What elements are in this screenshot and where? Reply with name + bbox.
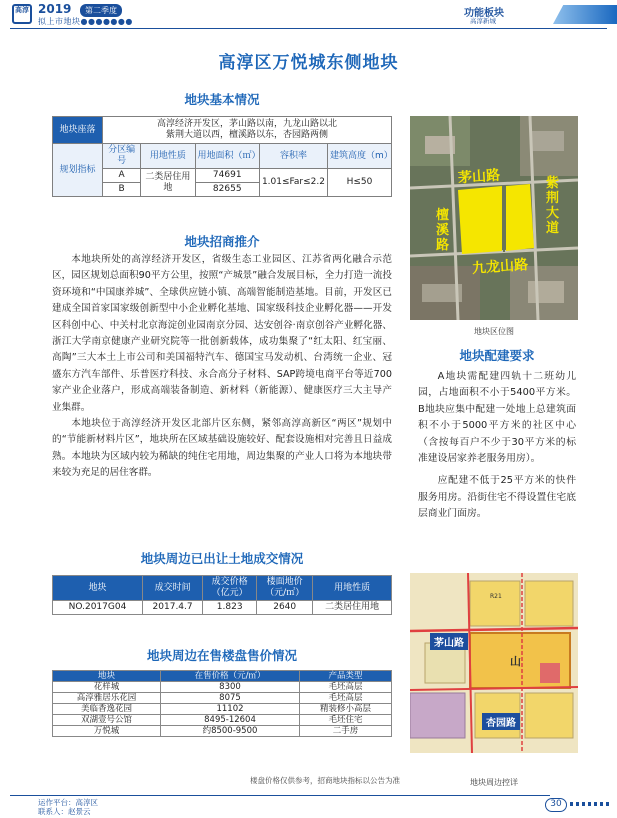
page-title: 高淳区万悦城东侧地块 bbox=[218, 53, 399, 73]
col-header: 地块 bbox=[53, 576, 143, 601]
sales-table bbox=[52, 670, 392, 737]
table-cell: 2640 bbox=[257, 601, 313, 615]
zoning-text-label: 山 bbox=[510, 655, 521, 668]
far-cell: 1.01≤Far≤2.2 bbox=[259, 169, 327, 197]
table-row bbox=[53, 726, 392, 737]
table-row bbox=[53, 601, 392, 615]
map-road-label: 茅山路 bbox=[457, 167, 501, 187]
district-logo: 高淳 bbox=[12, 4, 32, 24]
map-road-label: 紫荆大道 bbox=[546, 176, 560, 236]
footer-platform: 运作平台：高淳区 bbox=[38, 798, 98, 807]
map-road-label: 九龙山路 bbox=[471, 257, 529, 277]
promo-paragraph: 本地块所处的高淳经济开发区，省级生态工业园区、江苏省两化融合示范区，园区规划总面积90平方公里，按照“产城景”融合发展目标，全力打造一流投资环境和“中国康养城”、全球供应链小镇、高端智能制造基地。目前，开发区已建成全国首家国家级创新型中小企业孵化基地、国家级科技企业孵化器——开发区科创中心、中关村北京海淀创业园南京分园、达安创谷·南京创谷产业孵化器、浙江大学南京健康产业研究院等一批创新载体，成功集聚了“红太阳、红宝丽、高陶”三大本土上市公司和美国福特汽车、德国宝马发动机、台湾统一企业、冠盛东方汽车部件、乐普医疗科技、永合高分子材料、SAP跨境电商平台等近700家产业企业落户，形成高端装备制造、新材料（新能源）、健康医疗三大主导产业集群。 bbox=[52, 254, 392, 413]
requirements-paragraph: 应配建不低于25平方米的快件服务用房。沿街住宅不得设置住宅底层商业门面房。 bbox=[418, 475, 576, 520]
deals-heading: 地块周边已出让土地成交情况 bbox=[140, 551, 304, 566]
zoning-road-label: 茅山路 bbox=[430, 633, 468, 650]
footer-contact bbox=[38, 798, 98, 816]
sales-heading: 地块周边在售楼盘售价情况 bbox=[146, 648, 297, 663]
indicator-label: 规划指标 bbox=[53, 144, 103, 197]
table-cell: 高淳雅居乐花园 bbox=[53, 693, 161, 704]
location-line: 紫荆大道以西，檀溪路以东，杏园路两侧 bbox=[165, 130, 328, 140]
location-row bbox=[53, 117, 392, 144]
table-cell: 精装修小高层 bbox=[300, 704, 392, 715]
requirements-body bbox=[418, 369, 576, 523]
header-subtitle: 拟上市地块●●●●●●● bbox=[38, 17, 133, 26]
table-row bbox=[53, 704, 392, 715]
header-divider bbox=[10, 28, 607, 29]
requirements-paragraph: A地块需配建四轨十二班幼儿园，占地面积不小于5400平方米。B地块应集中配建一处地上总建筑面积不小于5000平方米的社区中心（含按每百户不少于30平方米的标准建设居家养老服务用房）。 bbox=[418, 371, 576, 465]
section-tag bbox=[442, 4, 617, 26]
section-banner-graphic bbox=[553, 5, 617, 24]
area-cell: 74691 bbox=[195, 169, 259, 183]
footer-divider bbox=[10, 795, 550, 796]
table-cell: 毛坯高层 bbox=[300, 693, 392, 704]
map-road-label: 檀溪路 bbox=[436, 208, 450, 253]
col-header: 地块 bbox=[53, 671, 161, 682]
col-header: 用地面积（㎡） bbox=[195, 144, 259, 169]
zoning-map bbox=[410, 573, 578, 753]
col-header: 成交价格（亿元） bbox=[203, 576, 257, 601]
table-cell: 2017.4.7 bbox=[143, 601, 203, 615]
col-header: 用地性质 bbox=[313, 576, 392, 601]
col-header: 容积率 bbox=[259, 144, 327, 169]
table-cell: 8300 bbox=[161, 682, 300, 693]
location-label: 地块座落 bbox=[53, 117, 103, 144]
table-cell: 8075 bbox=[161, 693, 300, 704]
zone-cell: A bbox=[103, 169, 141, 183]
table-cell: NO.2017G04 bbox=[53, 601, 143, 615]
table-cell: 二手房 bbox=[300, 726, 392, 737]
table-row bbox=[53, 169, 392, 183]
requirements-heading: 地块配建要求 bbox=[459, 348, 535, 363]
promo-paragraph: 本地块位于高淳经济开发区北部片区东侧，紧邻高淳高新区“两区”规划中的“节能新材料片区”，地块所在区域基础设施较好、配套设施相对完善且日益成熟。本地块为区域内较为稀缺的纯住宅用地，周边集聚的产业人口将为本地块带来较为充足的居住客群。 bbox=[52, 418, 392, 479]
height-cell: H≤50 bbox=[327, 169, 391, 197]
page-header bbox=[0, 0, 617, 30]
deals-header-row bbox=[53, 576, 392, 601]
table-cell: 万悦城 bbox=[53, 726, 161, 737]
col-header: 用地性质 bbox=[141, 144, 195, 169]
table-cell: 美临香逸花园 bbox=[53, 704, 161, 715]
table-cell: 毛坯高层 bbox=[300, 682, 392, 693]
col-header: 成交时间 bbox=[143, 576, 203, 601]
deals-table bbox=[52, 575, 392, 615]
col-header: 分区编号 bbox=[103, 144, 141, 169]
zone-cell: B bbox=[103, 183, 141, 197]
col-header: 在售价格（元/㎡） bbox=[161, 671, 300, 682]
table-cell: 二类居住用地 bbox=[313, 601, 392, 615]
header-season-badge: 第二季度 bbox=[80, 4, 122, 17]
table-cell: 1.823 bbox=[203, 601, 257, 615]
table-cell: 8495-12604 bbox=[161, 715, 300, 726]
col-header: 产品类型 bbox=[300, 671, 392, 682]
indicator-header-row bbox=[53, 144, 392, 169]
zoning-code-label: R21 bbox=[490, 593, 502, 600]
section-sub: 高淳新城 bbox=[470, 17, 496, 25]
basic-info-heading: 地块基本情况 bbox=[184, 92, 260, 107]
table-row bbox=[53, 715, 392, 726]
promo-heading: 地块招商推介 bbox=[184, 234, 260, 249]
table-row bbox=[53, 693, 392, 704]
area-cell: 82655 bbox=[195, 183, 259, 197]
table-cell: 约8500-9500 bbox=[161, 726, 300, 737]
zoning-road-label: 杏园路 bbox=[482, 713, 520, 730]
section-name: 功能板块 bbox=[464, 8, 504, 19]
table-cell: 毛坯住宅 bbox=[300, 715, 392, 726]
page-footer bbox=[0, 795, 617, 818]
table-cell: 11102 bbox=[161, 704, 300, 715]
location-map bbox=[410, 116, 578, 320]
location-line: 高淳经济开发区，茅山路以南，九龙山路以北 bbox=[156, 119, 337, 129]
location-map-caption: 地块区位图 bbox=[474, 327, 514, 336]
header-year: 2019 bbox=[38, 2, 72, 16]
promo-body bbox=[52, 252, 392, 482]
price-footnote: 楼盘价格仅供参考，招商地块指标以公告为准 bbox=[250, 776, 400, 785]
plot-b-outline bbox=[506, 184, 534, 251]
location-value bbox=[103, 117, 392, 144]
zoning-map-caption: 地块周边控详 bbox=[470, 778, 518, 787]
sales-header-row bbox=[53, 671, 392, 682]
col-header: 楼面地价（元/㎡） bbox=[257, 576, 313, 601]
col-header: 建筑高度（m） bbox=[327, 144, 391, 169]
table-cell: 双湖壹号公馆 bbox=[53, 715, 161, 726]
page-number: 30 bbox=[545, 798, 567, 812]
use-cell: 二类居住用地 bbox=[141, 169, 195, 197]
basic-info-table bbox=[52, 116, 392, 197]
footer-contact-person: 联系人：赵景云 bbox=[38, 807, 91, 816]
table-row bbox=[53, 682, 392, 693]
table-cell: 花样城 bbox=[53, 682, 161, 693]
footer-dots-decoration bbox=[570, 802, 610, 806]
plot-a-outline bbox=[458, 186, 502, 254]
